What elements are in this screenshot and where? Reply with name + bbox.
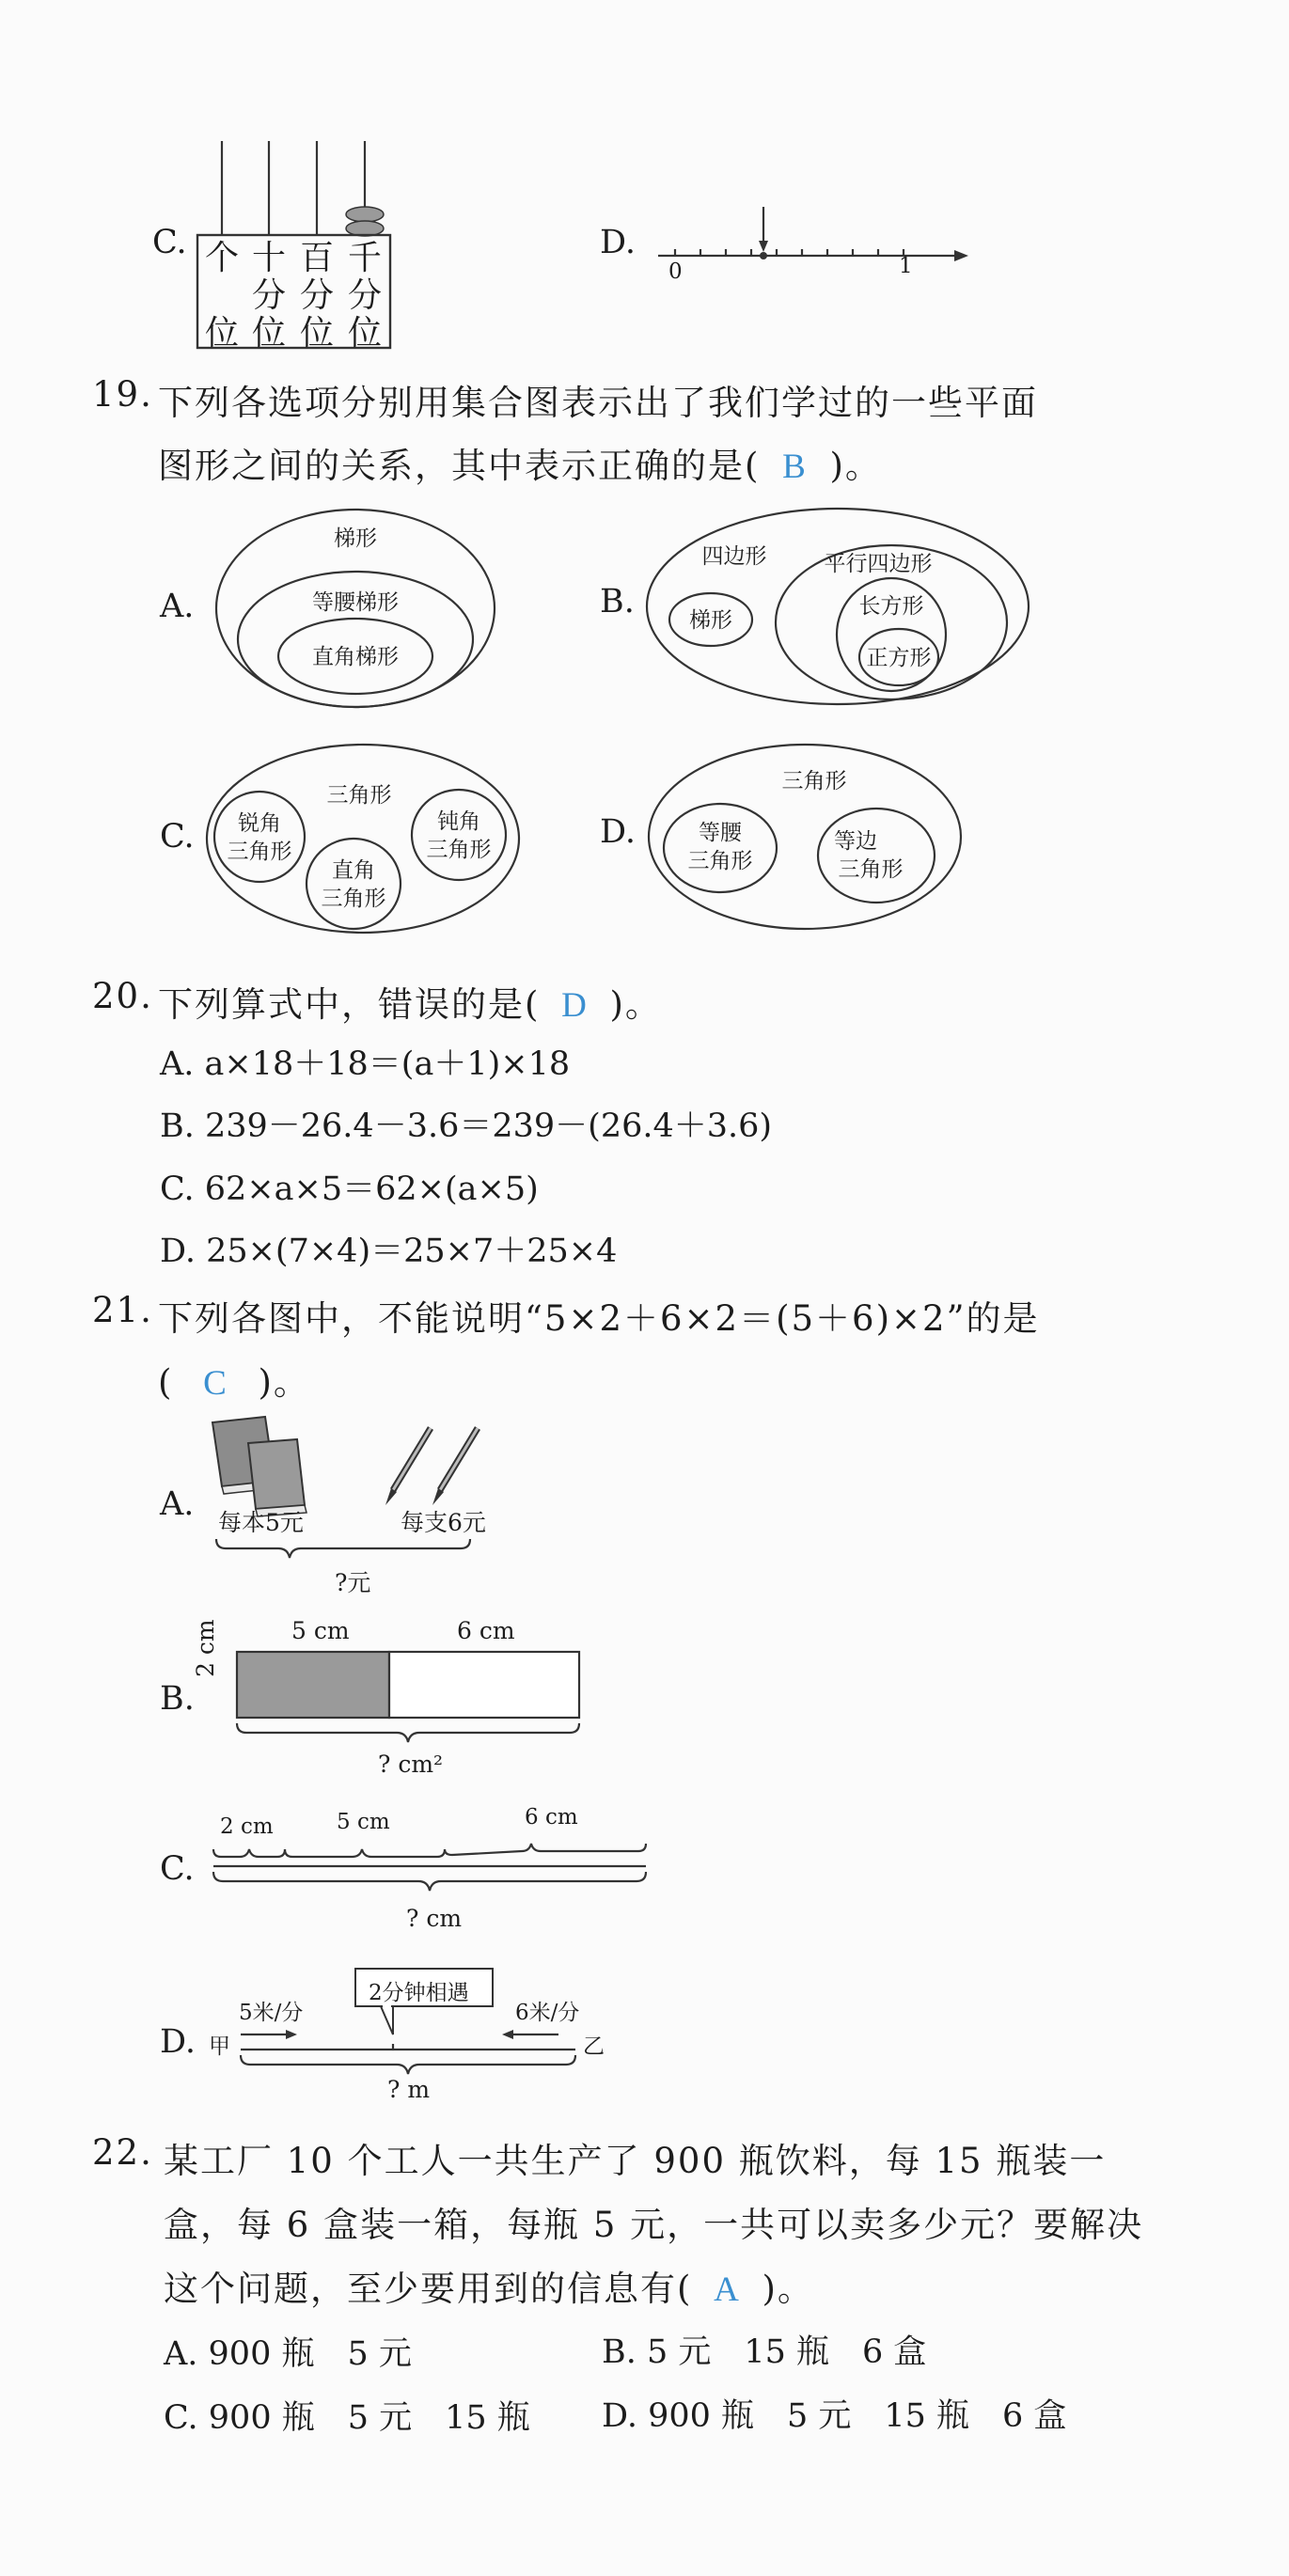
abacus-col-ones: 个 位 (204, 239, 239, 353)
segment-sum-diagram (212, 1838, 649, 1913)
d-meet-label: 2分钟相遇 (369, 1981, 469, 2005)
b-width2-label: 6 cm (457, 1617, 515, 1644)
venn-b-outer-label: 四边形 (701, 544, 767, 569)
abacus-col-hundredths: 百 分 位 (299, 239, 334, 353)
q22-option-a: A. 900 瓶 5 元 (164, 2335, 412, 2373)
d-right-label: 乙 (583, 2034, 605, 2059)
venn-c-outer-label: 三角形 (326, 783, 392, 808)
d-left-label: 甲 (209, 2034, 230, 2059)
abacus-col-thousandths: 千 分 位 (347, 239, 382, 353)
c-seg3-label: 6 cm (525, 1805, 578, 1830)
svg-text:锐角: 锐角 (238, 811, 281, 836)
b-total-label: ? cm² (378, 1751, 444, 1778)
q21-line1: 下列各图中，不能说明“5×2＋6×2＝(5＋6)×2”的是 (158, 1298, 1040, 1339)
svg-text:三角形: 三角形 (321, 887, 386, 911)
b-height-label: 2 cm (192, 1619, 219, 1677)
d-speed2-label: 6米/分 (515, 2001, 580, 2025)
venn-a (214, 508, 496, 710)
q20-stem: 下列算式中，错误的是( D )。 (158, 984, 662, 1025)
q21-option-d-letter: D. (160, 2023, 196, 2061)
q19-option-b-letter: B. (600, 583, 635, 620)
q22-line1: 某工厂 10 个工人一共生产了 900 瓶饮料，每 15 瓶装一 (164, 2141, 1107, 2181)
q22-option-d: D. 900 瓶 5 元 15 瓶 6 盒 (602, 2397, 1067, 2435)
venn-b (645, 505, 1030, 708)
d-speed1-label: 5米/分 (239, 2001, 304, 2025)
q20-option-b: B. 239－26.4－3.6＝239－(26.4＋3.6) (160, 1107, 773, 1145)
q21-option-b-letter: B. (160, 1680, 195, 1718)
q20-number: 20. (92, 976, 153, 1016)
q21-option-c-letter: C. (160, 1850, 195, 1888)
venn-a-mid-label: 等腰梯形 (312, 590, 399, 615)
svg-text:三角形: 三角形 (838, 857, 904, 882)
q21-option-a-letter: A. (160, 1485, 195, 1523)
q19-option-a-letter: A. (160, 588, 195, 625)
venn-b-square-label: 正方形 (866, 646, 932, 670)
a-total-label: ?元 (335, 1569, 371, 1596)
q22-line3: 这个问题，至少要用到的信息有( A )。 (164, 2269, 814, 2309)
books-and-pens-diagram (207, 1415, 517, 1579)
svg-text:三角形: 三角形 (426, 838, 492, 862)
svg-text:三角形: 三角形 (227, 840, 292, 864)
q22-option-b: B. 5 元 15 瓶 6 盒 (602, 2333, 927, 2371)
area-rectangle-diagram (235, 1650, 583, 1753)
q19-line2: 图形之间的关系，其中表示正确的是( B )。 (158, 446, 882, 486)
venn-a-inner-label: 直角梯形 (312, 645, 399, 669)
number-line-tick-1: 1 (899, 254, 913, 278)
q21-number: 21. (92, 1290, 153, 1330)
q22-number: 22. (92, 2132, 153, 2173)
venn-b-trapezoid-label: 梯形 (689, 608, 732, 633)
q20-answer[interactable]: D (561, 986, 589, 1025)
abacus-col-tenths: 十 分 位 (251, 239, 286, 353)
svg-text:直角: 直角 (332, 858, 375, 883)
q18-option-d-letter: D. (600, 224, 636, 261)
q22-line2: 盒，每 6 盒装一箱，每瓶 5 元，一共可以卖多少元？要解决 (164, 2205, 1144, 2245)
q20-option-c: C. 62×a×5＝62×(a×5) (160, 1170, 539, 1208)
venn-d (647, 743, 963, 931)
svg-text:等边: 等边 (834, 829, 877, 854)
book-price-label: 每本5元 (218, 1509, 304, 1536)
q19-option-d-letter: D. (600, 813, 636, 851)
q20-option-a: A. a×18＋18＝(a＋1)×18 (160, 1045, 571, 1083)
c-total-label: ? cm (406, 1905, 463, 1932)
number-line (649, 197, 968, 282)
venn-c (205, 743, 525, 935)
q19-line1: 下列各选项分别用集合图表示出了我们学过的一些平面 (158, 383, 1038, 423)
q21-line2: ( C )。 (158, 1362, 310, 1403)
pen-icon (432, 1428, 478, 1505)
q21-answer[interactable]: C (203, 1364, 228, 1403)
q22-answer[interactable]: A (714, 2270, 741, 2309)
venn-d-outer-label: 三角形 (781, 769, 847, 793)
b-width1-label: 5 cm (291, 1617, 350, 1644)
number-line-tick-0: 0 (668, 259, 683, 284)
d-total-label: ? m (387, 2076, 431, 2103)
q20-option-d: D. 25×(7×4)＝25×7＋25×4 (160, 1233, 618, 1270)
svg-text:三角形: 三角形 (687, 849, 753, 873)
venn-b-rectangle-label: 长方形 (858, 594, 924, 619)
pen-price-label: 每支6元 (401, 1509, 486, 1536)
svg-text:等腰: 等腰 (699, 821, 742, 845)
c-seg2-label: 5 cm (337, 1810, 390, 1834)
q19-number: 19. (92, 374, 153, 415)
venn-b-parallelogram-label: 平行四边形 (824, 552, 933, 576)
svg-text:钝角: 钝角 (437, 809, 480, 834)
c-seg1-label: 2 cm (220, 1814, 274, 1839)
pen-icon (385, 1428, 431, 1505)
q18-option-c-letter: C. (152, 224, 187, 261)
q19-answer[interactable]: B (782, 448, 808, 486)
venn-a-outer-label: 梯形 (334, 526, 377, 551)
q22-option-c: C. 900 瓶 5 元 15 瓶 (164, 2399, 530, 2437)
q19-option-c-letter: C. (160, 818, 195, 856)
